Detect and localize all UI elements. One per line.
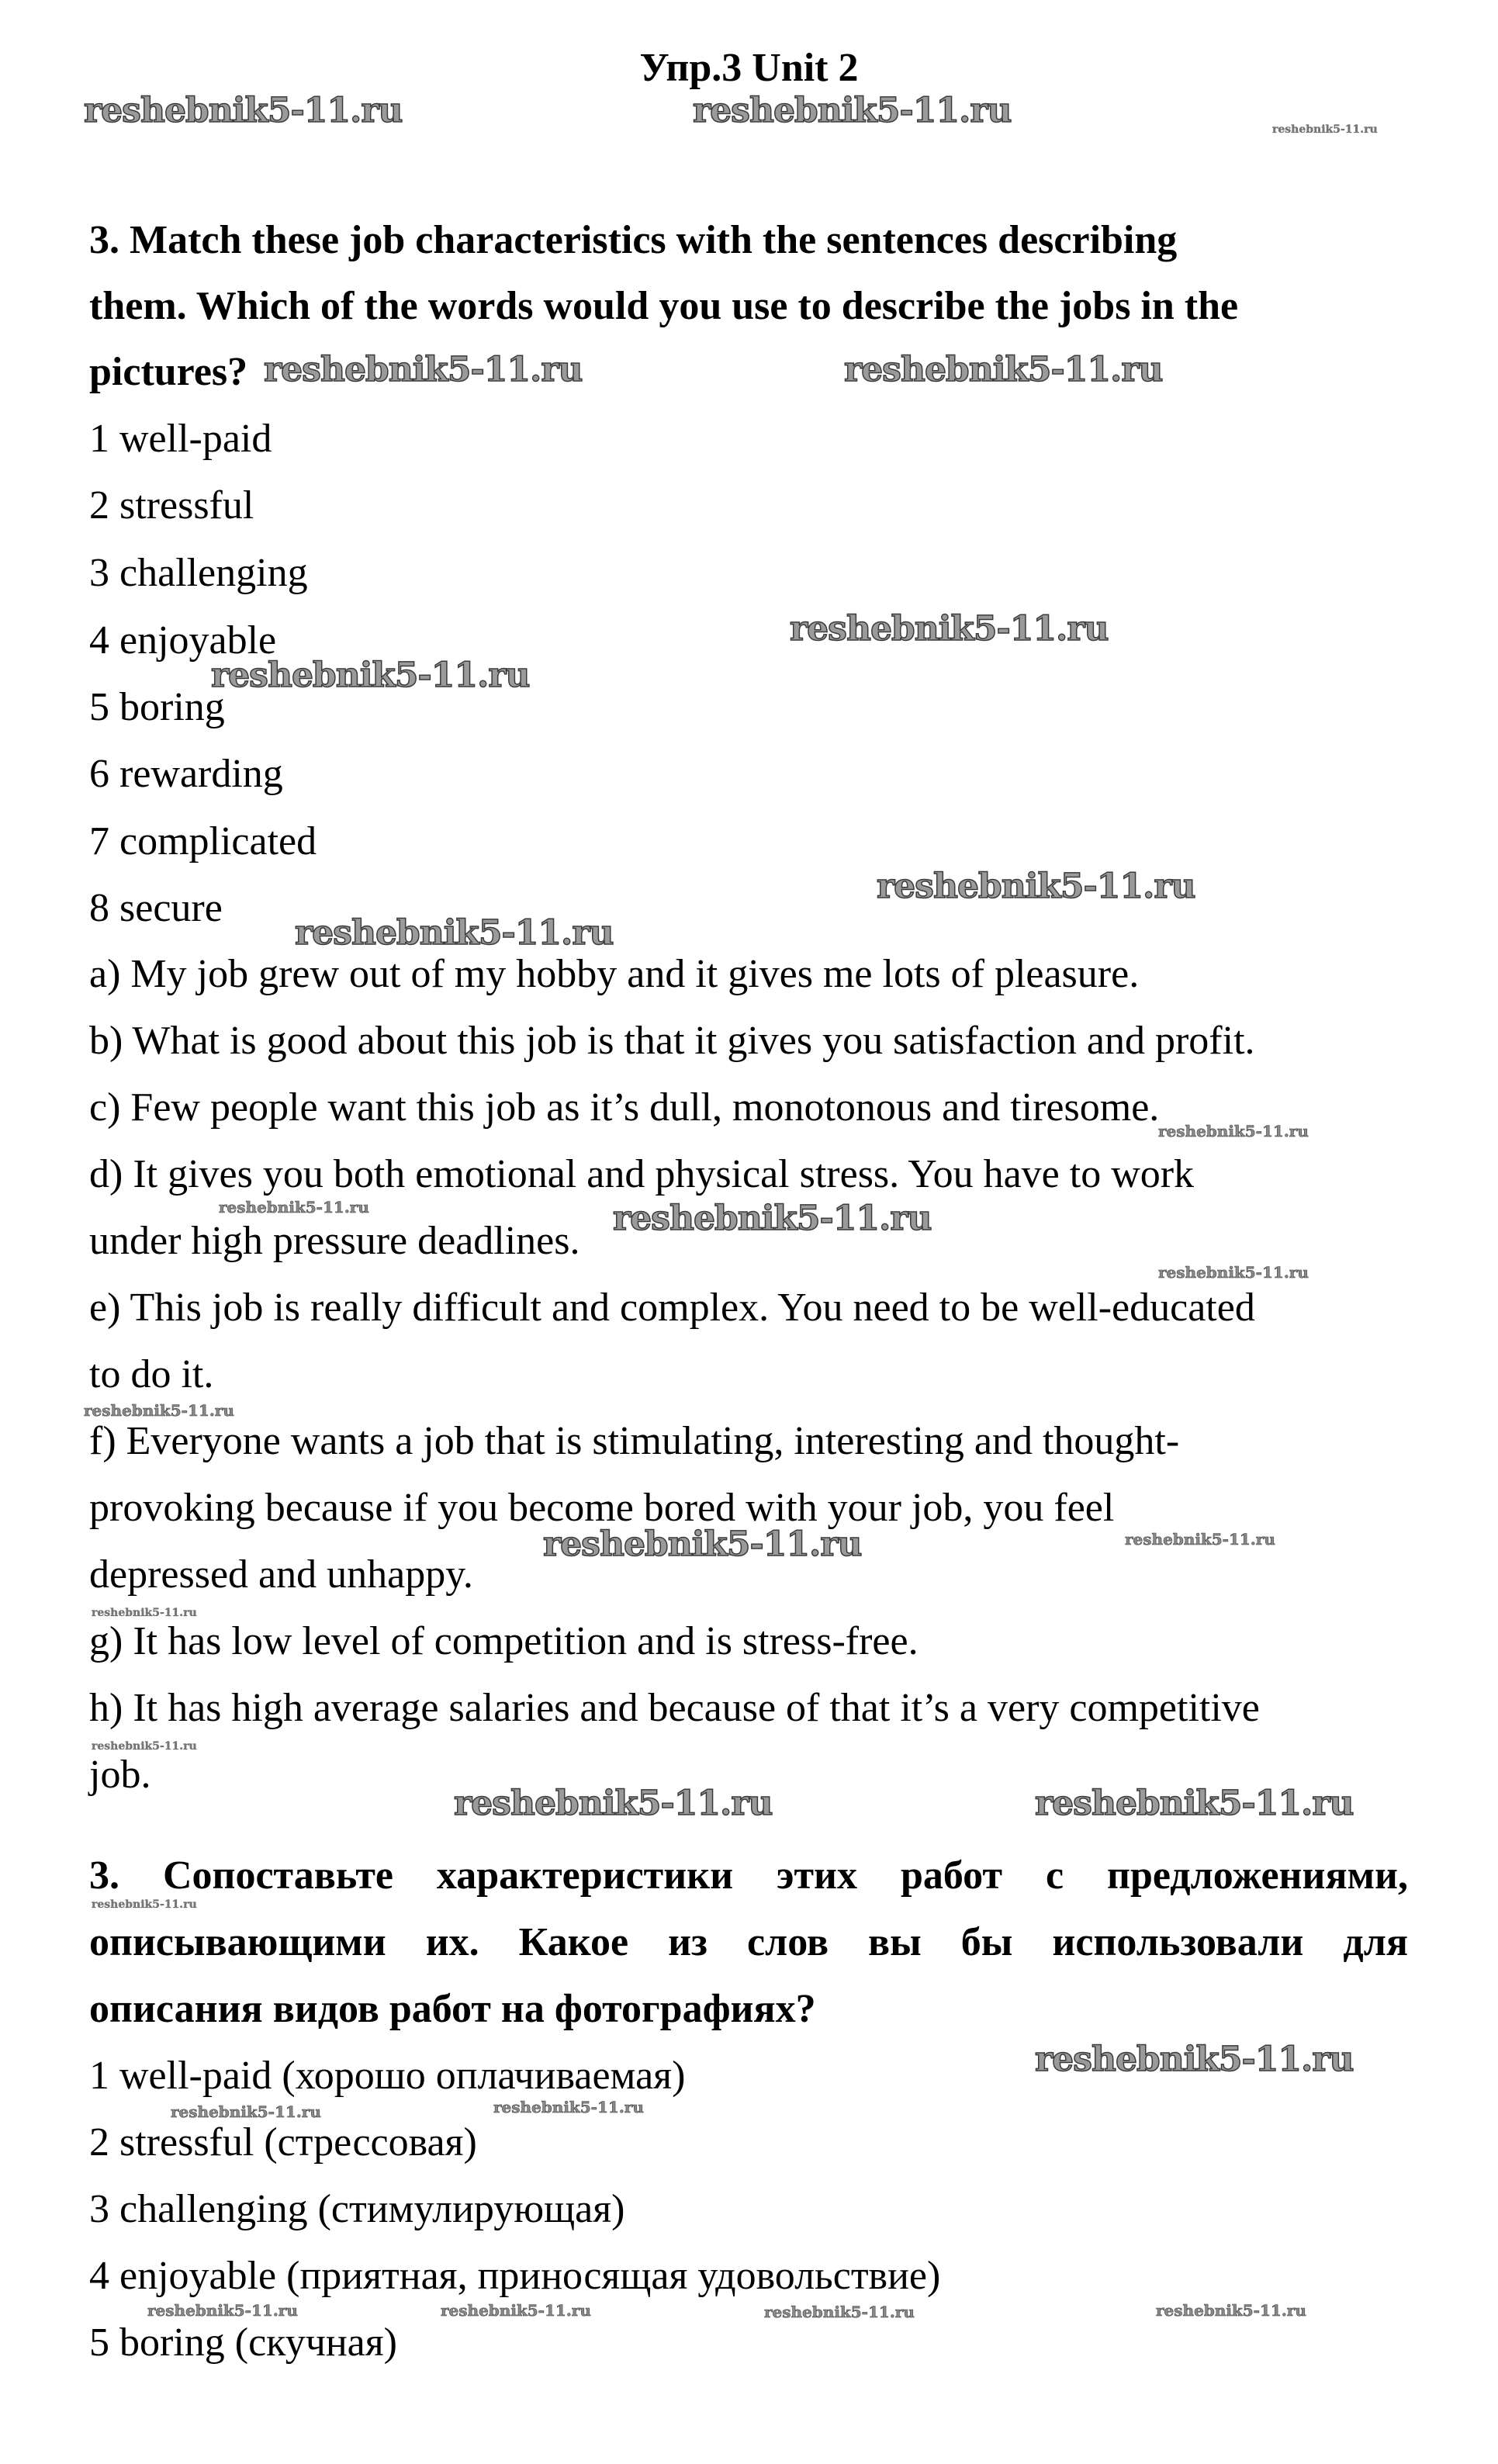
watermark: reshebnik5-11.ru: [1158, 1122, 1309, 1140]
watermark: reshebnik5-11.ru: [1156, 2301, 1306, 2320]
characteristic-ru-item: 1 well-paid (хорошо оплачиваемая): [89, 2054, 686, 2098]
watermark: reshebnik5-11.ru: [1125, 1530, 1275, 1549]
watermark: reshebnik5-11.ru: [543, 1524, 862, 1564]
characteristic-item: 7 complicated: [89, 819, 317, 863]
characteristic-item: 5 boring: [89, 685, 225, 729]
watermark: reshebnik5-11.ru: [441, 2301, 591, 2320]
exercise-heading-line: them. Which of the words would you use to describe the jobs in the: [89, 284, 1239, 328]
sentence-line: a) My job grew out of my hobby and it gives me lots of pleasure.: [89, 952, 1140, 996]
sentence-line: f) Everyone wants a job that is stimulating, interesting and thought-: [89, 1419, 1180, 1463]
watermark: reshebnik5-11.ru: [147, 2301, 298, 2320]
exercise-heading-ru-line: описывающими их. Какое из слов вы бы использовали для: [89, 1920, 1408, 1964]
watermark: reshebnik5-11.ru: [295, 913, 614, 953]
watermark: reshebnik5-11.ru: [1272, 123, 1378, 136]
characteristic-item: 1 well-paid: [89, 417, 272, 461]
watermark: reshebnik5-11.ru: [84, 91, 403, 130]
characteristic-item: 3 challenging: [89, 551, 308, 595]
characteristic-ru-item: 3 challenging (стимулирующая): [89, 2187, 625, 2231]
watermark: reshebnik5-11.ru: [454, 1784, 773, 1823]
watermark: reshebnik5-11.ru: [1035, 1784, 1354, 1823]
watermark: reshebnik5-11.ru: [171, 2102, 321, 2121]
exercise-heading-line: pictures?: [89, 350, 248, 394]
characteristic-item: 2 stressful: [89, 483, 254, 528]
sentence-line: g) It has low level of competition and is stress-free.: [89, 1619, 919, 1663]
characteristic-item: 6 rewarding: [89, 752, 283, 796]
sentence-line: c) Few people want this job as it’s dull, monotonous and tiresome.: [89, 1085, 1160, 1130]
watermark: reshebnik5-11.ru: [92, 1898, 197, 1911]
sentence-line: e) This job is really difficult and complex. You need to be well-educated: [89, 1286, 1255, 1330]
characteristic-ru-item: 2 stressful (стрессовая): [89, 2120, 477, 2165]
characteristic-ru-item: 4 enjoyable (приятная, приносящая удовольствие): [89, 2254, 941, 2298]
watermark: reshebnik5-11.ru: [493, 2098, 644, 2116]
sentence-line: d) It gives you both emotional and physical stress. You have to work: [89, 1152, 1195, 1196]
watermark: reshebnik5-11.ru: [693, 91, 1012, 130]
characteristic-item: 8 secure: [89, 886, 223, 930]
watermark: reshebnik5-11.ru: [1158, 1263, 1309, 1282]
watermark: reshebnik5-11.ru: [92, 1607, 197, 1619]
characteristic-item: 4 enjoyable: [89, 618, 277, 663]
sentence-line: h) It has high average salaries and because of that it’s a very competitive: [89, 1686, 1260, 1730]
watermark: reshebnik5-11.ru: [1035, 2040, 1354, 2079]
watermark: reshebnik5-11.ru: [790, 609, 1109, 649]
exercise-heading-ru-line: 3. Сопоставьте характеристики этих работ с предложениями,: [89, 1853, 1408, 1898]
sentence-line: under high pressure deadlines.: [89, 1219, 580, 1263]
sentence-line: b) What is good about this job is that it gives you satisfaction and profit.: [89, 1019, 1255, 1063]
watermark: reshebnik5-11.ru: [877, 867, 1195, 906]
page-title: Упр.3 Unit 2: [639, 46, 859, 90]
watermark: reshebnik5-11.ru: [264, 350, 583, 389]
exercise-heading-ru-line: описания видов работ на фотографиях?: [89, 1987, 816, 2031]
sentence-line: to do it.: [89, 1352, 214, 1396]
watermark: reshebnik5-11.ru: [219, 1198, 369, 1216]
watermark: reshebnik5-11.ru: [613, 1199, 932, 1238]
watermark: reshebnik5-11.ru: [211, 656, 530, 695]
watermark: reshebnik5-11.ru: [844, 350, 1163, 389]
sentence-line: provoking because if you become bored with your job, you feel: [89, 1486, 1115, 1530]
sentence-line: depressed and unhappy.: [89, 1552, 473, 1597]
watermark: reshebnik5-11.ru: [92, 1740, 197, 1753]
characteristic-ru-item: 5 boring (скучная): [89, 2320, 397, 2365]
sentence-line: job.: [89, 1753, 151, 1797]
watermark: reshebnik5-11.ru: [84, 1401, 234, 1420]
exercise-heading-line: 3. Match these job characteristics with the sentences describing: [89, 218, 1178, 262]
watermark: reshebnik5-11.ru: [764, 2303, 915, 2321]
